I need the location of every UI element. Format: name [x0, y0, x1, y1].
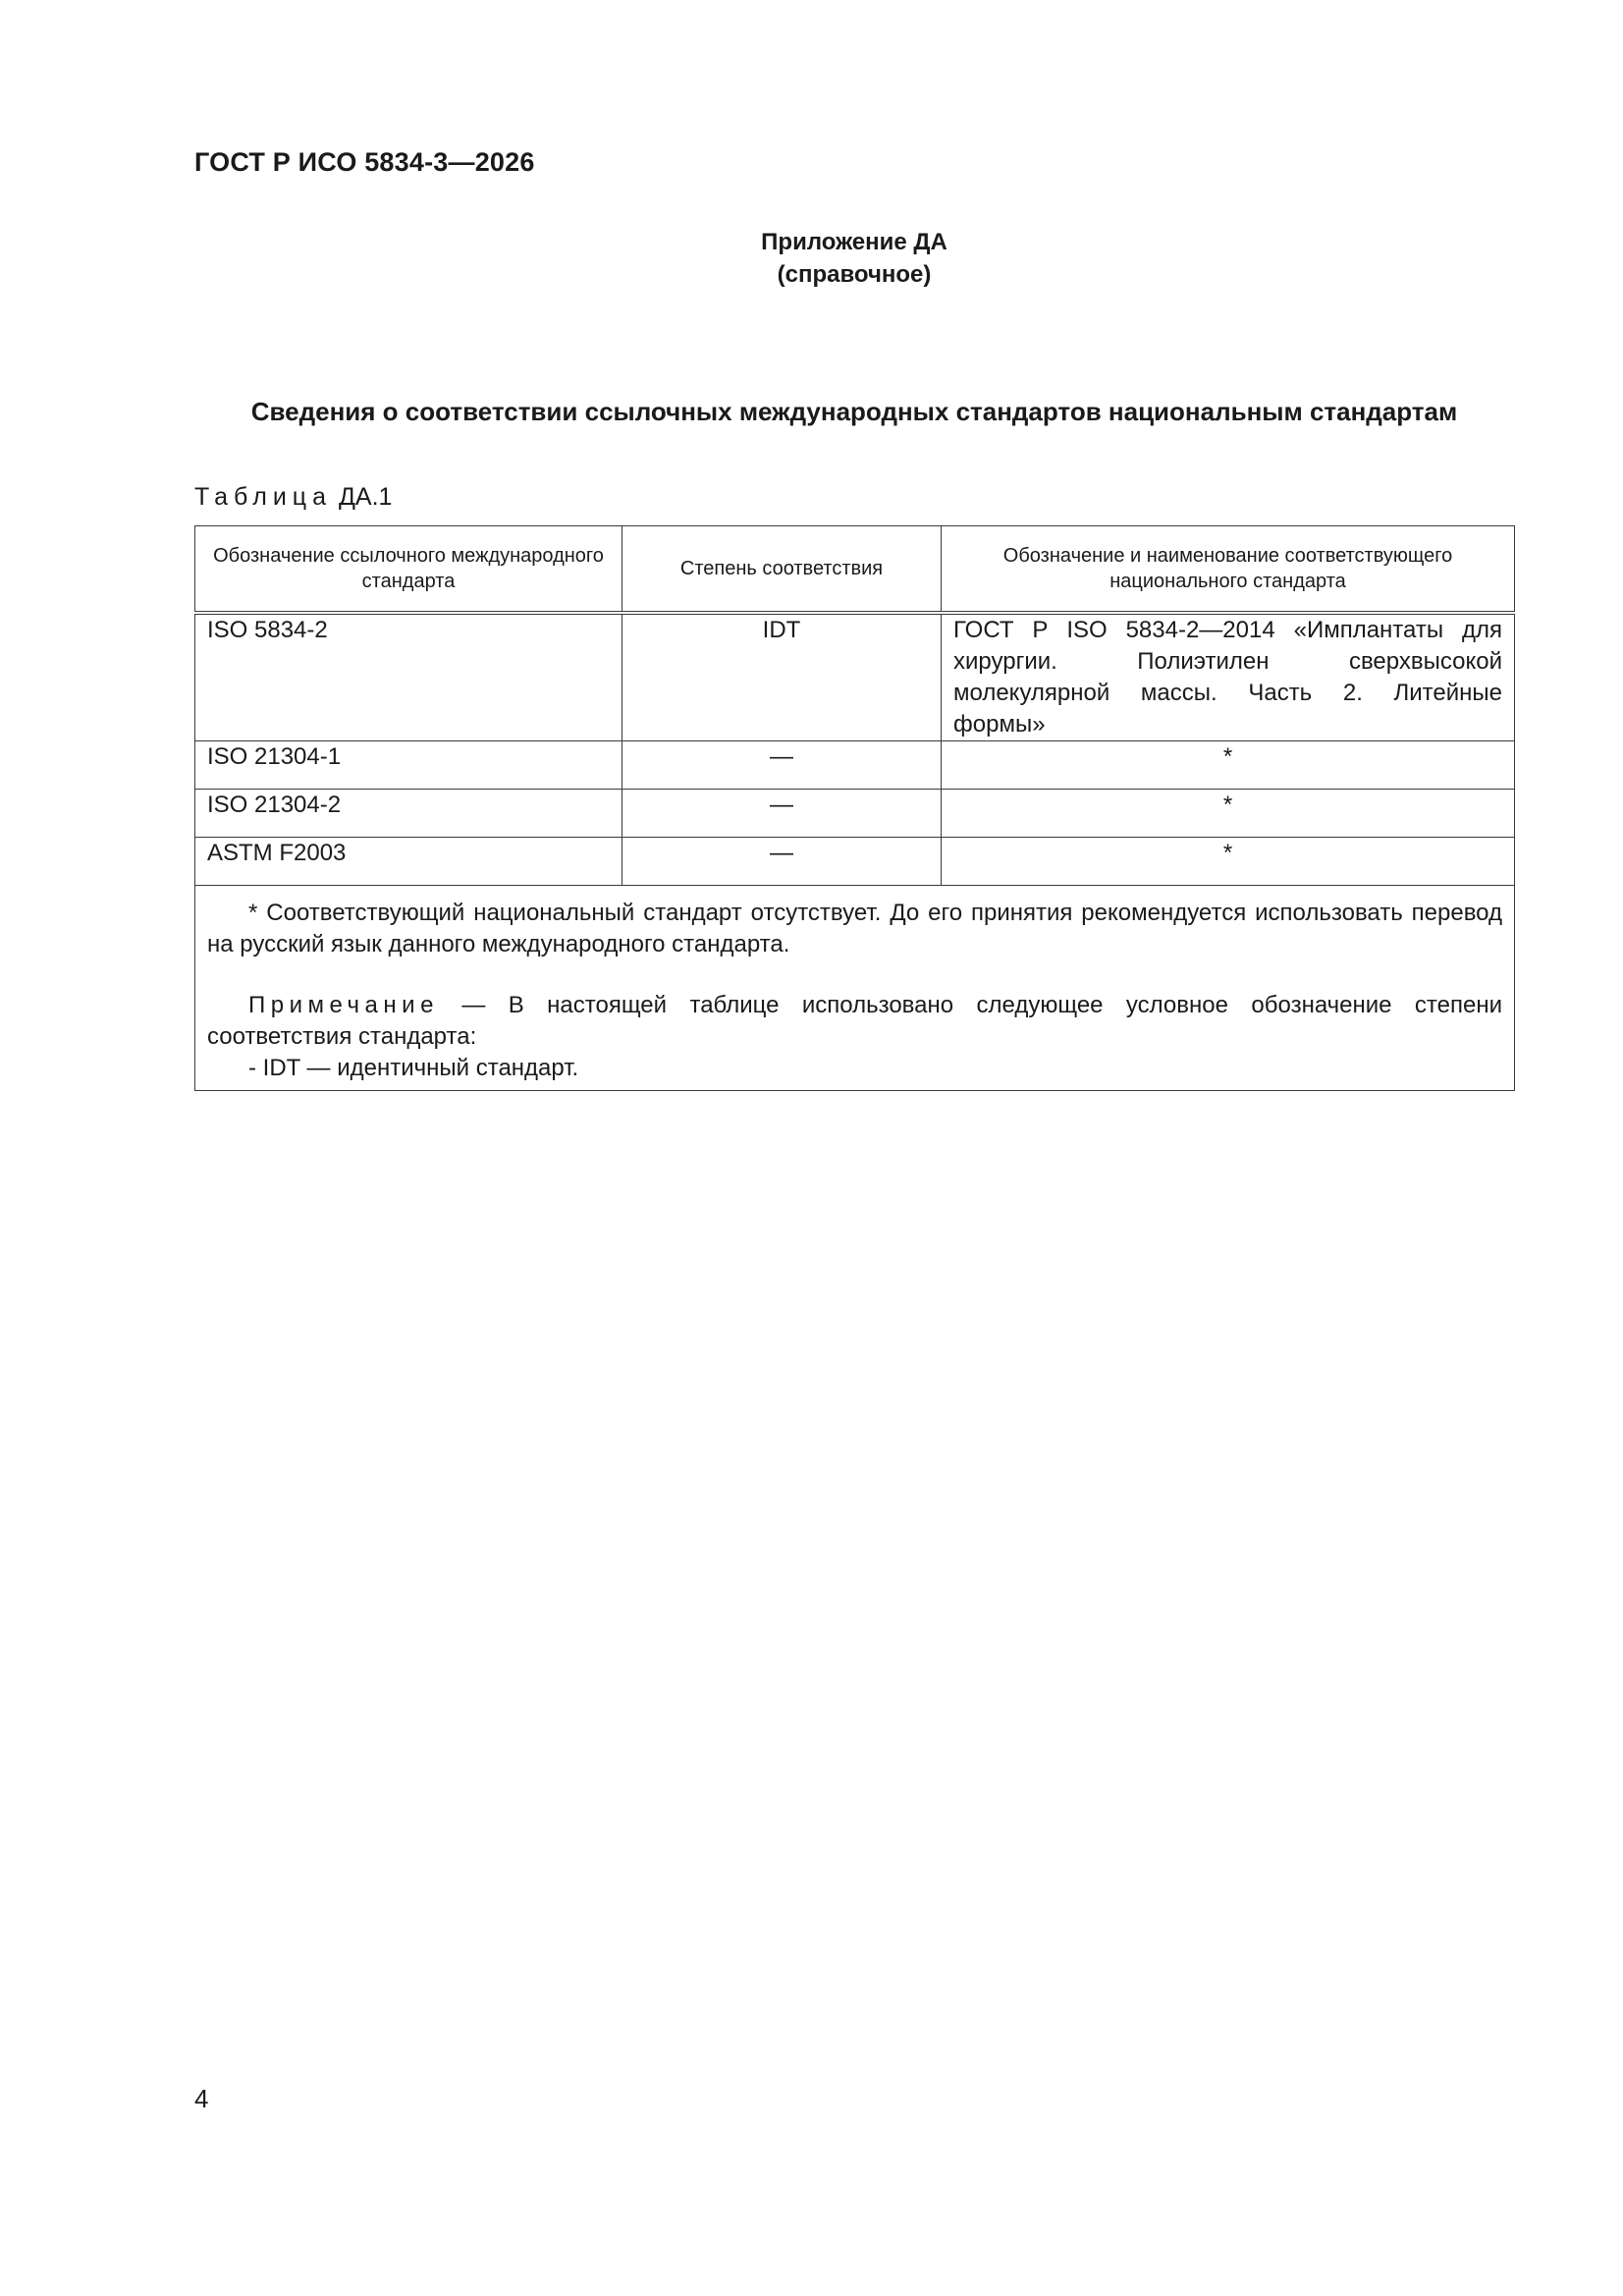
table-row [195, 741, 1515, 790]
table-notes-cell [195, 886, 1515, 1091]
cell-national: * [942, 838, 1515, 886]
annex-title: Приложение ДА [761, 229, 947, 255]
table-footnote: * Соответствующий национальный стандарт отсутствует. До его принятия рекомендуется использовать перевод на русский язык данного международного стандарта. [207, 900, 1502, 957]
table-caption-word: Таблица [194, 483, 333, 511]
note-text: — В настоящей таблице использовано следующее условное обозначение степени соответствия стандарта: [207, 992, 1502, 1050]
cell-national: * [942, 741, 1515, 790]
cell-degree: IDT [622, 613, 942, 741]
header-reference-standard: Обозначение ссылочного международного стандарта [195, 526, 622, 614]
section-title: Сведения о соответствии ссылочных международных стандартов национальным стандартам [250, 397, 1458, 426]
document-code: ГОСТ Р ИСО 5834-3—2026 [194, 147, 535, 177]
table-header-row [195, 526, 1515, 614]
table-row [195, 613, 1515, 741]
table-caption-number: ДА.1 [338, 483, 393, 511]
table-notes-row [195, 886, 1515, 1091]
cell-degree: — [622, 838, 942, 886]
annex-subtitle: (справочное) [777, 261, 932, 288]
note-list-item: - IDT — идентичный стандарт. [248, 1055, 579, 1081]
table-caption [194, 483, 392, 512]
cell-reference: ISO 21304-1 [195, 741, 622, 790]
correspondence-table [194, 525, 1515, 1091]
table-row [195, 838, 1515, 886]
header-national-standard: Обозначение и наименование соответствующего национального стандарта [942, 526, 1515, 614]
table-row [195, 790, 1515, 838]
cell-degree: — [622, 741, 942, 790]
table-note [207, 990, 1502, 1053]
cell-national: ГОСТ Р ISO 5834-2—2014 «Имплантаты для хирургии. Полиэтилен сверхвысокой молекулярной массы. Часть 2. Литейные формы» [942, 613, 1515, 741]
cell-national: * [942, 790, 1515, 838]
annex-heading [0, 226, 1623, 291]
page-number: 4 [194, 2084, 209, 2113]
note-label: Примечание [248, 992, 439, 1018]
cell-reference: ASTM F2003 [195, 838, 622, 886]
header-degree: Степень соответствия [622, 526, 942, 614]
cell-reference: ISO 21304-2 [195, 790, 622, 838]
cell-reference: ISO 5834-2 [195, 613, 622, 741]
cell-degree: — [622, 790, 942, 838]
